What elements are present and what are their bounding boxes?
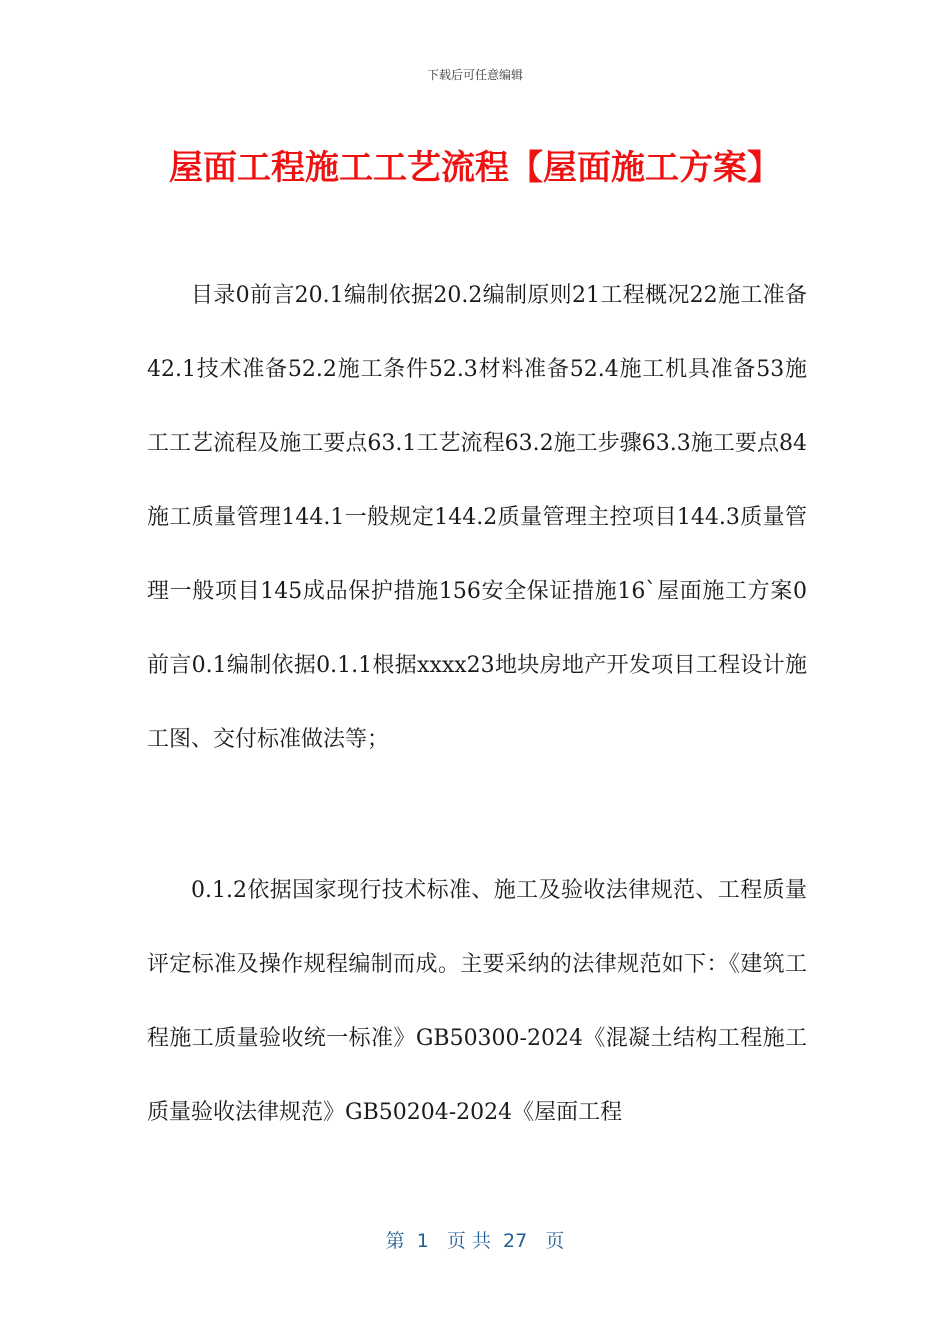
header-note: 下载后可任意编辑 bbox=[426, 68, 523, 82]
body-paragraph-2: 0.1.2依据国家现行技术标准、施工及验收法律规范、工程质量评定标准及操作规程编制而成。主要采纳的法律规范如下：《建筑工程施工质量验收统一标准》GB50300-2024《混凝土结构工程施工质量验收法律规范》GB50204-2024《屋面工程 bbox=[147, 878, 807, 1125]
page-number-footer: 第 1 页 共 27 页 bbox=[385, 1230, 565, 1252]
document-title: 屋面工程施工工艺流程【屋面施工方案】 bbox=[169, 148, 781, 188]
body-paragraph-1: 目录0前言20.1编制依据20.2编制原则21工程概况22施工准备42.1技术准备52.2施工条件52.3材料准备52.4施工机具准备53施工工艺流程及施工要点63.1工艺流程63.2施工步骤63.3施工要点84施工质量管理144.1一般规定144.2质量管理主控项目144.3质量管理一般项目145成品保护措施156安全保证措施16`屋面施工方案0前言0.1编制依据0.1.1根据xxxx23地块房地产开发项目工程设计施工图、交付标准做法等； bbox=[147, 283, 807, 752]
